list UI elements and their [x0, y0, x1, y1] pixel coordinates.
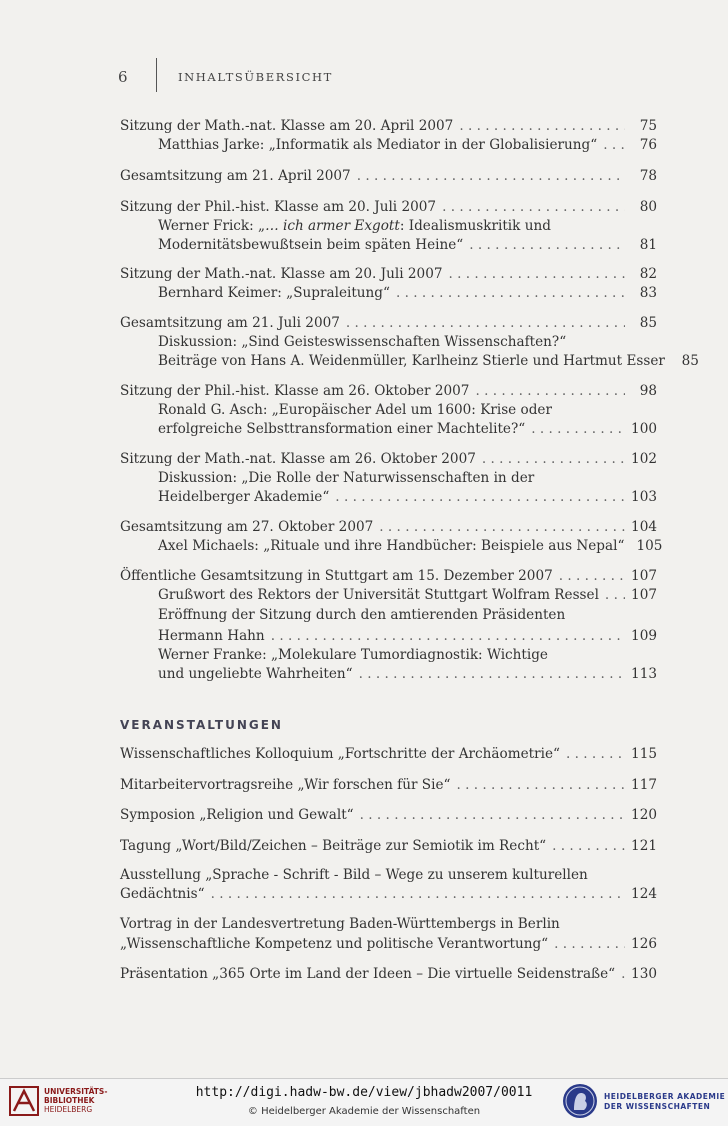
toc-entry-line: Ronald G. Asch: „Europäischer Adel um 1600: Krise oder — [158, 402, 552, 418]
toc-entry[interactable] — [120, 517, 657, 537]
toc-entry-page: 78 — [639, 168, 657, 184]
event-title: „Wissenschaftliche Kompetenz und politische Verantwortung“ — [120, 936, 549, 952]
italic-quote: … ich armer Exgott — [265, 218, 400, 234]
event-title: Wissenschaftliches Kolloquium „Fortschritte der Archäometrie“ — [120, 746, 560, 762]
event-title: Symposion „Religion und Gewalt“ — [120, 807, 354, 823]
toc-entry[interactable] — [120, 566, 657, 586]
toc-entry-title: Sitzung der Math.-nat. Klasse am 20. Juli 2007 — [120, 266, 443, 282]
toc-entry[interactable] — [158, 487, 657, 507]
toc-entry[interactable] — [158, 235, 657, 255]
toc-entry-page: 81 — [639, 237, 657, 253]
event-page: 130 — [631, 966, 657, 982]
toc-entry-page: 104 — [631, 519, 657, 535]
toc-entry[interactable] — [158, 664, 657, 684]
event-entry[interactable] — [120, 964, 657, 984]
toc-entry[interactable] — [120, 449, 657, 469]
page-number: 6 — [118, 68, 128, 86]
event-page: 126 — [631, 936, 657, 952]
toc-entry-title: Sitzung der Math.-nat. Klasse am 26. Oktober 2007 — [120, 451, 476, 467]
toc-entry-title: erfolgreiche Selbsttransformation einer Machtelite?“ — [158, 421, 526, 437]
event-title: Tagung „Wort/Bild/Zeichen – Beiträge zur Semiotik im Recht“ — [120, 838, 547, 854]
toc-entry[interactable] — [158, 626, 657, 646]
toc-entry-page: 82 — [639, 266, 657, 282]
toc-entry[interactable] — [120, 197, 657, 217]
academy-name: HEIDELBERGER AKADEMIE DER WISSENSCHAFTEN — [604, 1092, 726, 1111]
library-name: UNIVERSITÄTS- BIBLIOTHEK HEIDELBERG — [44, 1087, 108, 1114]
toc-entry-page: 103 — [631, 489, 657, 505]
toc-entry-page: 75 — [639, 118, 657, 134]
event-entry[interactable] — [120, 884, 657, 904]
toc-entry-title: Matthias Jarke: „Informatik als Mediator in der Globalisierung“ — [158, 137, 598, 153]
toc-entry-page: 102 — [631, 451, 657, 467]
event-entry[interactable] — [120, 934, 657, 954]
event-page: 117 — [631, 777, 657, 793]
toc-entry-page: 98 — [639, 383, 657, 399]
event-page: 121 — [631, 838, 657, 854]
toc-entry-page: 105 — [636, 538, 663, 554]
toc-entry[interactable] — [120, 381, 657, 401]
event-entry[interactable] — [120, 775, 657, 795]
event-entry-line: Ausstellung „Sprache - Schrift - Bild – Wege zu unserem kulturellen — [120, 867, 588, 883]
toc-entry-title: Gesamtsitzung am 21. April 2007 — [120, 168, 351, 184]
toc-entry-line: Eröffnung der Sitzung durch den amtierenden Präsidenten — [158, 607, 566, 623]
toc-entry-title: Heidelberger Akademie“ — [158, 489, 330, 505]
event-entry-line: Vortrag in der Landesvertretung Baden-Württembergs in Berlin — [120, 916, 560, 932]
toc-entry-title: Sitzung der Phil.-hist. Klasse am 26. Oktober 2007 — [120, 383, 470, 399]
document-url-link[interactable]: http://digi.hadw-bw.de/view/jbhadw2007/0011 — [195, 1085, 533, 1100]
toc-entry[interactable] — [120, 313, 657, 333]
toc-entry-page: 107 — [631, 568, 657, 584]
toc-entry-title: und ungeliebte Wahrheiten“ — [158, 666, 353, 682]
event-entry[interactable] — [120, 805, 657, 825]
academy-logo-icon[interactable] — [562, 1083, 598, 1119]
toc-entry-page: 85 — [681, 353, 699, 369]
header-divider — [156, 58, 157, 92]
toc-entry[interactable] — [158, 419, 657, 439]
toc-entry-title: Axel Michaels: „Rituale und ihre Handbücher: Beispiele aus Nepal“ — [158, 538, 625, 554]
toc-entry-title: Sitzung der Math.-nat. Klasse am 20. April 2007 — [120, 118, 454, 134]
toc-entry-line: Diskussion: „Sind Geisteswissenschaften Wissenschaften?“ — [158, 334, 567, 350]
event-title: Präsentation „365 Orte im Land der Ideen – Die virtuelle Seidenstraße“ — [120, 966, 616, 982]
copyright-notice: © Heidelberger Akademie der Wissenschaften — [247, 1106, 481, 1117]
header-title: INHALTSÜBERSICHT — [178, 70, 333, 84]
toc-entry-title: Modernitätsbewußtsein beim späten Heine“ — [158, 237, 464, 253]
toc-entry-title: Öffentliche Gesamtsitzung in Stuttgart am 15. Dezember 2007 — [120, 568, 553, 584]
event-page: 120 — [631, 807, 657, 823]
toc-entry[interactable] — [120, 264, 657, 284]
toc-entry[interactable] — [120, 166, 657, 186]
toc-entry-title: Grußwort des Rektors der Universität Stuttgart Wolfram Ressel — [158, 587, 599, 603]
toc-entry-line: Werner Franke: „Molekulare Tumordiagnostik: Wichtige — [158, 647, 548, 663]
section-heading: VERANSTALTUNGEN — [120, 718, 283, 732]
event-page: 124 — [631, 886, 657, 902]
toc-entry-page: 113 — [631, 666, 657, 682]
toc-entry-page: 100 — [631, 421, 657, 437]
viewer-footer — [0, 1078, 728, 1126]
toc-entry-page: 109 — [631, 628, 657, 644]
toc-entry-title: Gesamtsitzung am 27. Oktober 2007 — [120, 519, 374, 535]
toc-entry-page: 85 — [639, 315, 657, 331]
toc-entry-page: 80 — [639, 199, 657, 215]
toc-entry-line: Diskussion: „Die Rolle der Naturwissenschaften in der — [158, 470, 535, 486]
toc-entry-title: Bernhard Keimer: „Supraleitung“ — [158, 285, 390, 301]
toc-entry[interactable] — [158, 585, 657, 605]
toc-entry-page: 76 — [639, 137, 657, 153]
toc-entry-title: Beiträge von Hans A. Weidenmüller, Karlheinz Stierle und Hartmut Esser — [158, 353, 665, 369]
toc-entry[interactable] — [158, 135, 657, 155]
toc-entry-title: Hermann Hahn — [158, 628, 265, 644]
event-entry[interactable] — [120, 836, 657, 856]
toc-entry[interactable] — [120, 116, 657, 136]
toc-entry-title: Gesamtsitzung am 21. Juli 2007 — [120, 315, 340, 331]
toc-entry-title: Sitzung der Phil.-hist. Klasse am 20. Juli 2007 — [120, 199, 437, 215]
event-title: Gedächtnis“ — [120, 886, 205, 902]
event-title: Mitarbeitervortragsreihe „Wir forschen für Sie“ — [120, 777, 451, 793]
toc-entry[interactable] — [158, 536, 663, 556]
event-entry[interactable] — [120, 744, 657, 764]
toc-entry-page: 107 — [631, 587, 657, 603]
toc-entry[interactable] — [158, 351, 699, 371]
event-page: 115 — [631, 746, 657, 762]
toc-entry-page: 83 — [639, 285, 657, 301]
toc-entry-line: Werner Frick: „… ich armer Exgott: Idealismuskritik und — [158, 218, 551, 234]
toc-entry[interactable] — [158, 283, 657, 303]
